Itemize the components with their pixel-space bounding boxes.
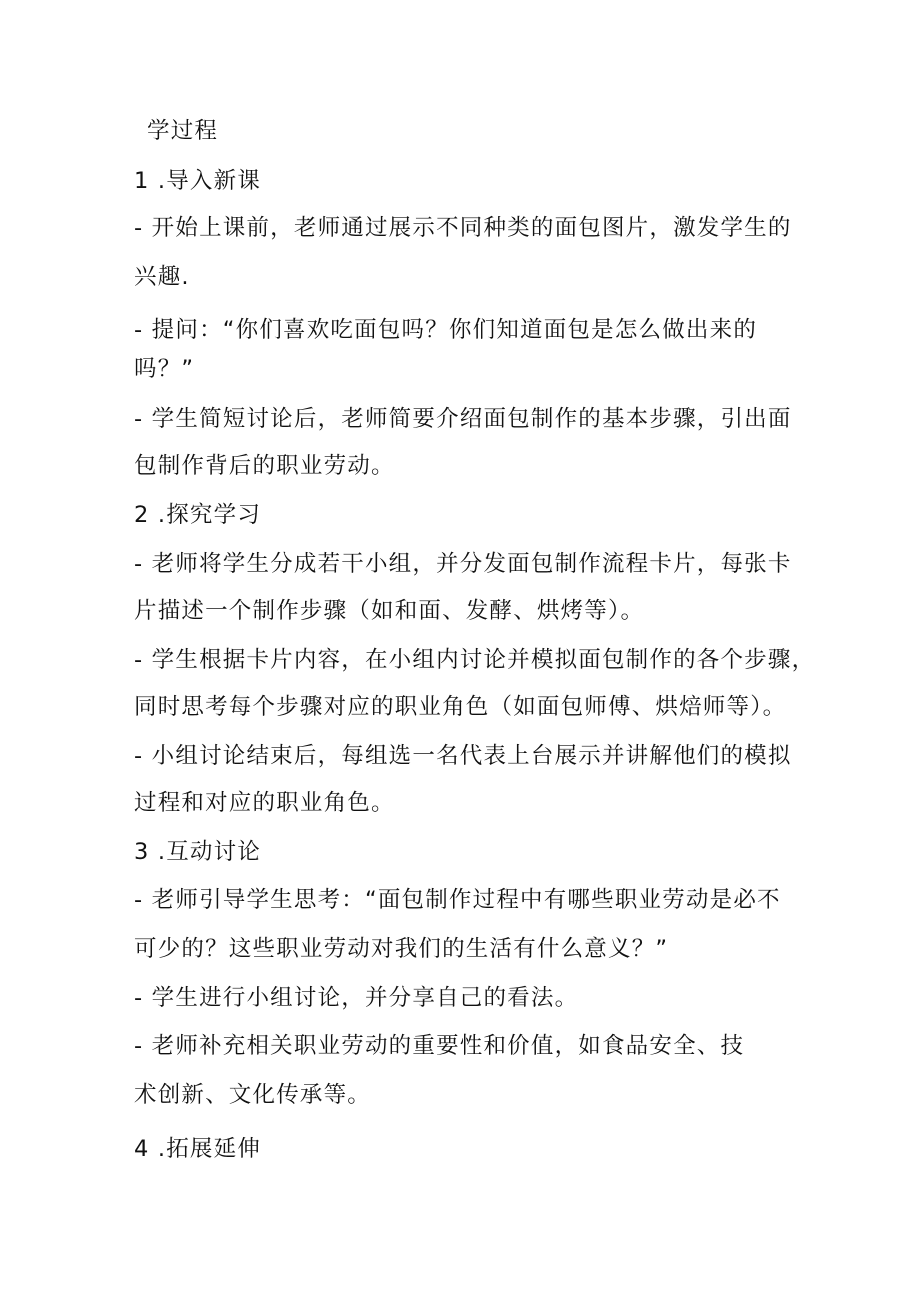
text-line: - 老师引导学生思考：“面包制作过程中有哪些职业劳动是必不 — [134, 887, 781, 913]
text-line: 片描述一个制作步骤（如和面、发酵、烘烤等）。 — [134, 598, 645, 624]
text-line: - 学生根据卡片内容，在小组内讨论并模拟面包制作的各个步骤， — [134, 647, 816, 673]
text-line: - 老师补充相关职业劳动的重要性和价值，如食品安全、技 — [134, 1033, 745, 1059]
text-line: 兴趣. — [134, 264, 190, 290]
heading-process: 学过程 — [147, 118, 219, 144]
section-heading-4: 4 .拓展延伸 — [134, 1136, 262, 1162]
section-heading-2: 2 .探究学习 — [134, 502, 262, 528]
text-line: - 老师将学生分成若干小组，并分发面包制作流程卡片，每张卡 — [134, 551, 792, 577]
text-line: - 学生简短讨论后，老师简要介绍面包制作的基本步骤，引出面 — [134, 406, 792, 432]
text-line: - 开始上课前，老师通过展示不同种类的面包图片，激发学生的 — [134, 215, 792, 241]
text-line: 过程和对应的职业角色。 — [134, 790, 395, 816]
text-line: - 学生进行小组讨论，并分享自己的看法。 — [134, 985, 579, 1011]
section-heading-1: 1 .导入新课 — [134, 168, 262, 194]
text-line: 吗？” — [134, 356, 195, 382]
text-line: - 提问：“你们喜欢吃面包吗？你们知道面包是怎么做出来的 — [134, 317, 758, 343]
text-line: - 小组讨论结束后，每组选一名代表上台展示并讲解他们的模拟 — [134, 743, 792, 769]
text-line: 同时思考每个步骤对应的职业角色（如面包师傅、烘焙师等）。 — [134, 694, 787, 720]
text-line: 包制作背后的职业劳动。 — [134, 453, 395, 479]
section-heading-3: 3 .互动讨论 — [134, 839, 262, 865]
text-line: 可少的？这些职业劳动对我们的生活有什么意义？” — [134, 936, 669, 962]
text-line: 术创新、文化传承等。 — [134, 1082, 372, 1108]
